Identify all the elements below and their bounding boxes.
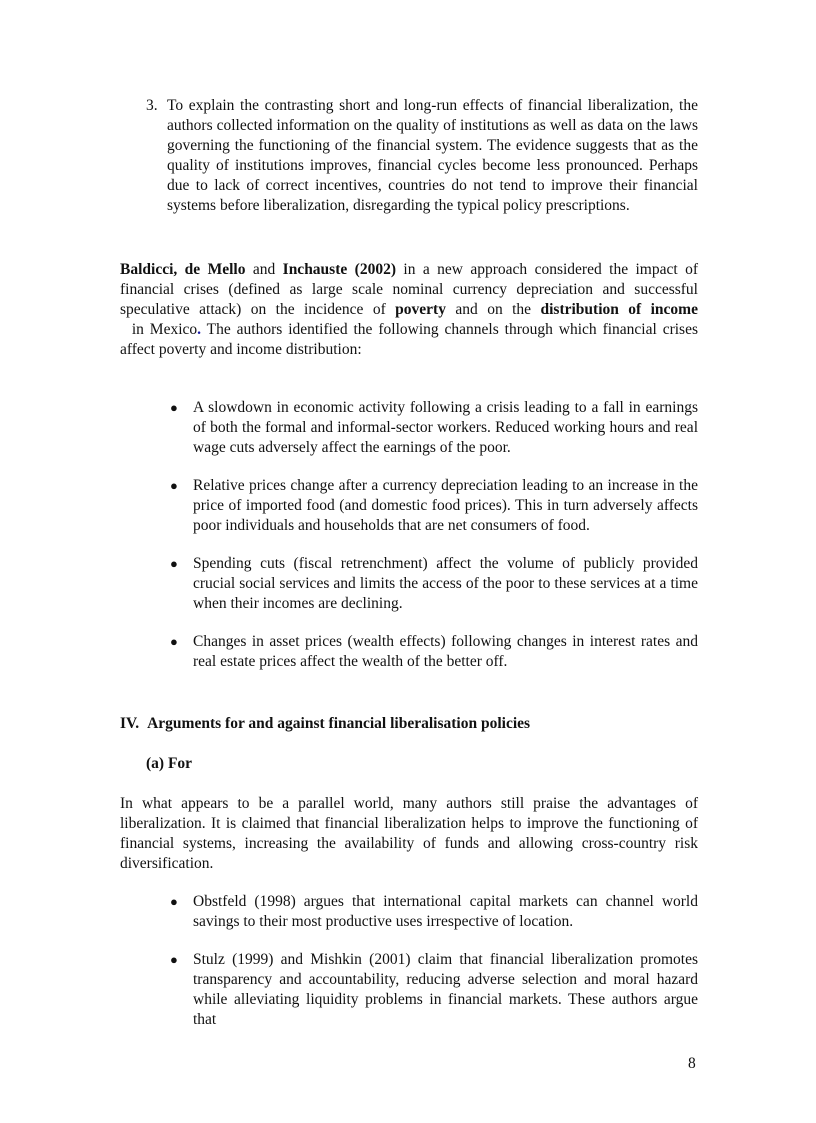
list-item-text: Relative prices change after a currency depreciation leading to an increase in the price of imported food (and domestic food prices). This in turn adversely affects poor individuals and households that are net consumers of food.: [193, 477, 698, 534]
list-item: [168, 476, 698, 536]
list-item-text: Stulz (1999) and Mishkin (2001) claim that financial liberalization promotes transparency and accountability, reducing adverse selection and moral hazard while alleviating liquidity problems in financial markets. These authors argue that: [193, 951, 698, 1028]
accent-period: .: [197, 321, 202, 338]
list-item-text: Changes in asset prices (wealth effects) following changes in interest rates and real estate prices affect the wealth of the better off.: [193, 633, 698, 670]
section-heading: [120, 714, 530, 734]
subsection-heading: (a) For: [146, 755, 193, 772]
section-number: IV.: [120, 715, 140, 732]
bullet-icon: ●: [170, 556, 178, 571]
text-and: and: [245, 261, 283, 278]
text-part-1: in a new approach considered the impact of financial crises (defined as large scale nominal currency depreciation and successful speculative attack) on the incidence of: [120, 261, 698, 318]
text-part-3: in Mexico: [120, 321, 198, 338]
term-distribution: distribution of income: [540, 301, 698, 318]
list-item: [168, 398, 698, 458]
list-item-text: Obstfeld (1998) argues that international capital markets can channel world savings to their most productive uses irrespective of location.: [193, 893, 698, 930]
item-text: To explain the contrasting short and long-run effects of financial liberalization, the authors collected information on the quality of institutions as well as data on the laws governing the functioning of the financial system. The evidence suggests that as the quality of institutions improves, financial cycles become less pronounced. Perhaps due to lack of correct incentives, countries do not tend to improve their financial systems before liberalization, disregarding the typical policy prescriptions.: [167, 97, 698, 214]
list-item: [168, 950, 698, 1030]
text-part-2: and on the: [445, 301, 541, 318]
page-number: 8: [688, 1055, 696, 1072]
bullet-icon: ●: [170, 952, 178, 967]
for-list: [168, 892, 698, 1030]
author-inchauste: Inchauste (2002): [282, 261, 396, 278]
bullet-icon: ●: [170, 894, 178, 909]
list-item: [168, 554, 698, 614]
term-poverty: poverty: [395, 301, 446, 318]
list-item: [168, 892, 698, 932]
bullet-icon: ●: [170, 634, 178, 649]
baldicci-paragraph: [120, 260, 698, 360]
author-baldicci: Baldicci, de Mello: [120, 261, 246, 278]
list-item: [168, 632, 698, 672]
text-part-4: The authors identified the following channels through which financial crises affect poverty and income distribution:: [120, 321, 699, 358]
item-number: 3.: [146, 97, 158, 114]
numbered-item-3: [138, 96, 698, 216]
for-paragraph: In what appears to be a parallel world, many authors still praise the advantages of liberalization. It is claimed that financial liberalization helps to improve the functioning of financial systems, increasing the availability of funds and allowing cross-country risk diversification.: [120, 795, 698, 872]
bullet-icon: ●: [170, 478, 178, 493]
list-item-text: A slowdown in economic activity following a crisis leading to a fall in earnings of both the formal and informal-sector workers. Reduced working hours and real wage cuts adversely affect the earnings of the poor.: [193, 399, 698, 456]
list-item-text: Spending cuts (fiscal retrenchment) affect the volume of publicly provided crucial social services and limits the access of the poor to these services at a time when their incomes are declining.: [193, 555, 698, 612]
section-title: Arguments for and against financial liberalisation policies: [147, 715, 531, 732]
bullet-icon: ●: [170, 400, 178, 415]
channels-list: [168, 398, 698, 672]
